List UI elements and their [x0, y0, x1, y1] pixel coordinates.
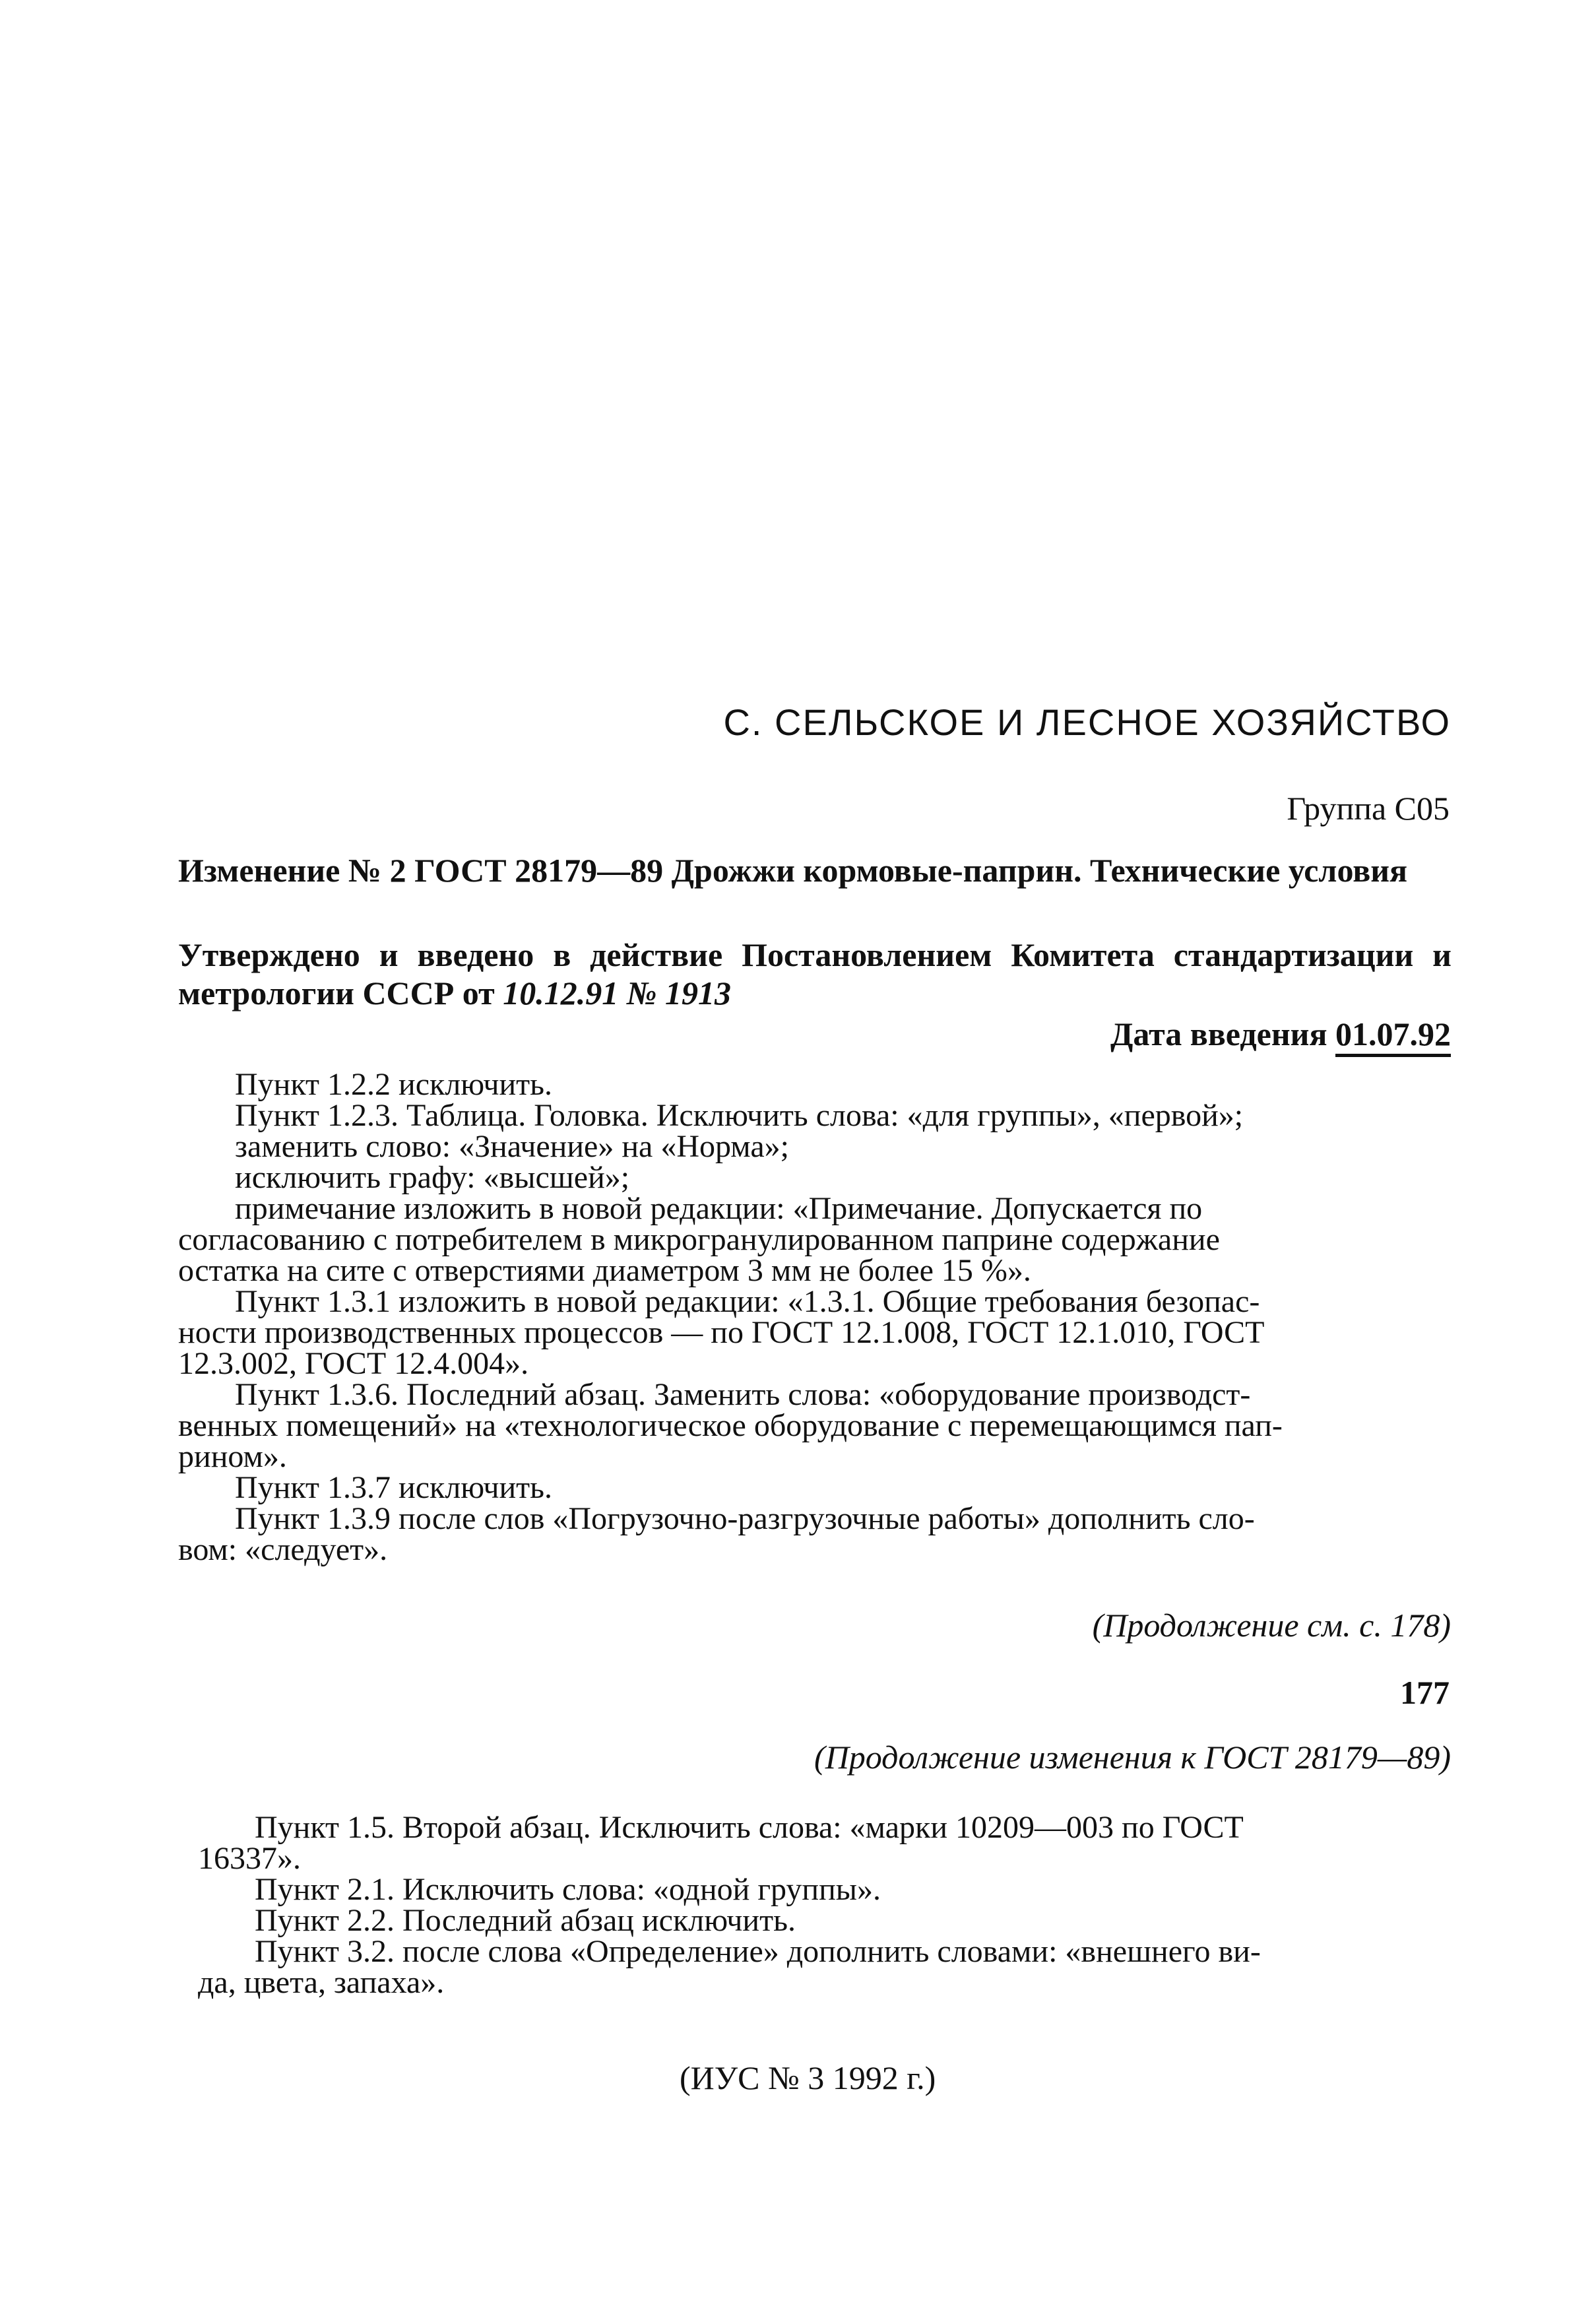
- group-code: Группа С05: [1287, 790, 1450, 827]
- body-line: ности производственных процессов — по ГОСТ 12.1.008, ГОСТ 12.1.010, ГОСТ: [178, 1315, 1265, 1350]
- introduction-date-label: Дата введения: [1110, 1015, 1327, 1052]
- body-line: Пункт 1.3.9 после слов «Погрузочно-разгрузочные работы» дополнить сло-: [235, 1501, 1255, 1536]
- body-line: Пункт 1.3.1 изложить в новой редакции: «1.3.1. Общие требования безопас-: [235, 1284, 1260, 1319]
- body-line: Пункт 1.3.6. Последний абзац. Заменить слова: «оборудование производст-: [235, 1377, 1251, 1412]
- body-line: 12.3.002, ГОСТ 12.4.004».: [178, 1346, 529, 1381]
- page2-body: [198, 1810, 1452, 2000]
- body-line: Пункт 1.5. Второй абзац. Исключить слова: «марки 10209—003 по ГОСТ: [255, 1810, 1244, 1845]
- section-title: С. СЕЛЬСКОЕ И ЛЕСНОЕ ХОЗЯЙСТВО: [723, 701, 1451, 743]
- body-line: примечание изложить в новой редакции: «Примечание. Допускается по: [235, 1191, 1203, 1226]
- approval-statement: [178, 936, 1452, 1012]
- continued-note: (Продолжение см. с. 178): [1092, 1607, 1451, 1644]
- body-line: Пункт 2.1. Исключить слова: «одной группы».: [255, 1872, 881, 1907]
- body-line: да, цвета, запаха».: [198, 1965, 445, 2000]
- approval-order: 10.12.91 № 1913: [503, 975, 731, 1012]
- page-number: 177: [1400, 1674, 1450, 1711]
- approval-prefix: Утверждено и введено в действие Постановлением Комитета стандартизации и метрологии СССР от: [178, 936, 1452, 1012]
- body-line: Пункт 1.2.3. Таблица. Головка. Исключить слова: «для группы», «первой»;: [235, 1098, 1244, 1133]
- introduction-date-value: 01.07.92: [1335, 1015, 1451, 1057]
- page1-body: [178, 1067, 1452, 1567]
- body-line: рином».: [178, 1439, 287, 1474]
- change-title: Изменение № 2 ГОСТ 28179—89 Дрожжи кормовые-паприн. Технические условия: [178, 852, 1408, 889]
- body-line: исключить графу: «высшей»;: [235, 1160, 630, 1195]
- body-line: вом: «следует».: [178, 1532, 388, 1567]
- body-line: Пункт 1.2.2 исключить.: [235, 1067, 553, 1102]
- body-line: Пункт 1.3.7 исключить.: [235, 1470, 553, 1505]
- introduction-date: [1110, 1015, 1451, 1053]
- continuation-heading: (Продолжение изменения к ГОСТ 28179—89): [814, 1739, 1451, 1776]
- body-line: 16337».: [198, 1841, 301, 1876]
- body-line: заменить слово: «Значение» на «Норма»;: [235, 1129, 789, 1164]
- body-line: остатка на сите с отверстиями диаметром 3 мм не более 15 %».: [178, 1253, 1031, 1288]
- body-line: венных помещений» на «технологическое оборудование с перемещающимся пап-: [178, 1408, 1283, 1443]
- body-line: Пункт 2.2. Последний абзац исключить.: [255, 1903, 796, 1938]
- body-line: Пункт 3.2. после слова «Определение» дополнить словами: «внешнего ви-: [255, 1934, 1261, 1969]
- body-line: согласованию с потребителем в микрогранулированном паприне содержание: [178, 1222, 1220, 1257]
- ius-reference: (ИУС № 3 1992 г.): [680, 2059, 936, 2096]
